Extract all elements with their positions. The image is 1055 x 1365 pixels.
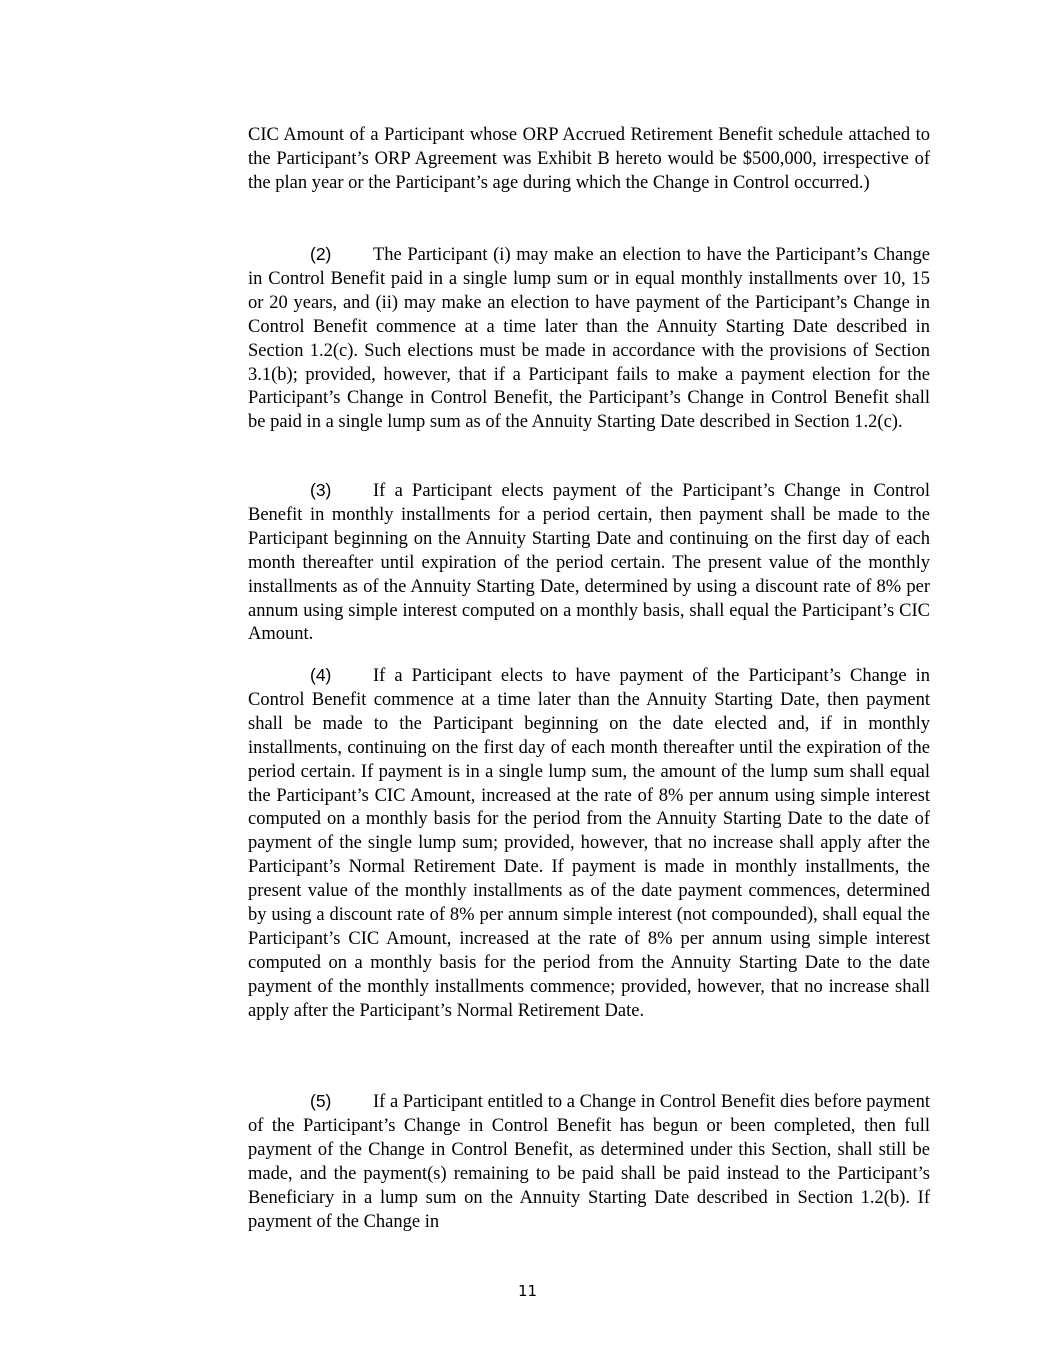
paragraph-5 [248, 1090, 930, 1234]
paragraph-2-number: (2) [310, 244, 332, 264]
intro-paragraph: CIC Amount of a Participant whose ORP Accrued Retirement Benefit schedule attached to the Participant’s ORP Agreement was Exhibit B hereto would be $500,000, irrespective of the plan year or the Participant’s age during which the Change in Control occurred.) [248, 125, 930, 193]
paragraph-5-number: (5) [310, 1091, 332, 1111]
paragraph-3-number: (3) [310, 480, 332, 500]
paragraph-2-text: The Participant (i) may make an election to have the Participant’s Change in Control Benefit paid in a single lump sum or in equal monthly installments over 10, 15 or 20 years, and (ii) may make an election to have payment of the Participant’s Change in Control Benefit commence at a time later than the Annuity Starting Date described in Section 1.2(c). Such elections must be made in accordance with the provisions of Section 3.1(b); provided, however, that if a Participant fails to make a payment election for the Participant’s Change in Control Benefit, the Participant’s Change in Control Benefit shall be paid in a single lump sum as of the Annuity Starting Date described in Section 1.2(c). [248, 245, 930, 433]
paragraph-5-text: If a Participant entitled to a Change in Control Benefit dies before payment of the Participant’s Change in Control Benefit has begun or been completed, then full payment of the Change in Control Benefit, as determined under this Section, shall still be made, and the payment(s) remaining to be paid shall be paid instead to the Participant’s Beneficiary in a lump sum on the Annuity Starting Date described in Section 1.2(b). If payment of the Change in [248, 1092, 930, 1232]
paragraph-4-text: If a Participant elects to have payment of the Participant’s Change in Control Benefit commence at a time later than the Annuity Starting Date, then payment shall be made to the Participant beginning on the date elected and, if in monthly installments, continuing on the first day of each month thereafter until the expiration of the period certain. If payment is in a single lump sum, the amount of the lump sum shall equal the Participant’s CIC Amount, increased at the rate of 8% per annum using simple interest computed on a monthly basis for the period from the Annuity Starting Date to the date of payment of the single lump sum; provided, however, that no increase shall apply after the Participant’s Normal Retirement Date. If payment is made in monthly installments, the present value of the monthly installments as of the date payment commences, determined by using a discount rate of 8% per annum simple interest (not compounded), shall equal the Participant’s CIC Amount, increased at the rate of 8% per annum using simple interest computed on a monthly basis for the period from the Annuity Starting Date to the date payment of the monthly installments commence; provided, however, that no increase shall apply after the Participant’s Normal Retirement Date. [248, 666, 930, 1021]
page-number: 11 [517, 1282, 538, 1300]
paragraph-4-number: (4) [310, 665, 332, 685]
paragraph-3 [248, 479, 930, 647]
paragraph-4 [248, 664, 930, 1024]
paragraph-3-text: If a Participant elects payment of the Participant’s Change in Control Benefit in monthly installments for a period certain, then payment shall be made to the Participant beginning on the Annuity Starting Date and continuing on the first day of each month thereafter until expiration of the period certain. The present value of the monthly installments as of the Annuity Starting Date, determined by using a discount rate of 8% per annum using simple interest computed on a monthly basis, shall equal the Participant’s CIC Amount. [248, 481, 930, 645]
paragraph-2 [248, 243, 930, 435]
